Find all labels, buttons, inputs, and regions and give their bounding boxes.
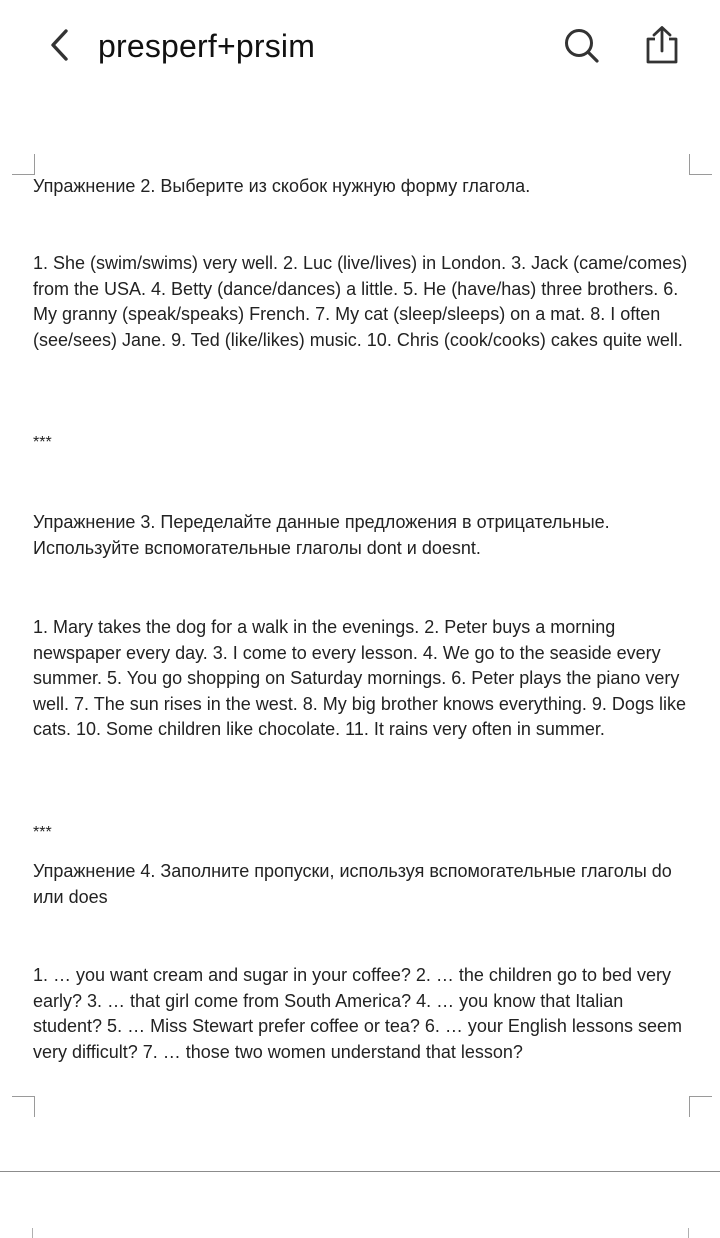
- exercise-2-heading: Упражнение 2. Выберите из скобок нужную форму глагола.: [33, 176, 531, 196]
- next-page-corner-left: [32, 1228, 33, 1238]
- document-title: presperf+prsim: [98, 28, 316, 64]
- section-separator: ***: [33, 824, 52, 841]
- search-button[interactable]: [558, 22, 606, 70]
- exercise-4-text: 1. … you want cream and sugar in your coffee? 2. … the children go to bed very early? 3. … that girl come from South America? 4. … you know that Italian student? 5. … Miss Stewart prefer coffee or tea? 6. … your English lessons seem very difficult? 7. … those two women understand that lesson?: [33, 965, 682, 1062]
- page-corner-top-right: [689, 154, 712, 175]
- search-icon: [562, 26, 602, 66]
- page-divider: [0, 1171, 720, 1172]
- section-separator: ***: [33, 434, 52, 451]
- top-app-bar: [0, 0, 720, 92]
- page-corner-bottom-left: [12, 1096, 35, 1117]
- exercise-3-heading: Упражнение 3. Переделайте данные предложения в отрицательные. Используйте вспомогательные глаголы dont и doesnt.: [33, 512, 610, 558]
- page-corner-bottom-right: [689, 1096, 712, 1117]
- next-page-corner-right: [688, 1228, 689, 1238]
- exercise-4-heading: Упражнение 4. Заполните пропуски, используя вспомогательные глаголы do или does: [33, 861, 672, 907]
- chevron-left-icon: [48, 27, 72, 63]
- share-button[interactable]: [638, 20, 686, 70]
- share-icon: [644, 25, 680, 65]
- back-button[interactable]: [38, 22, 82, 68]
- exercise-3-text: 1. Mary takes the dog for a walk in the evenings. 2. Peter buys a morning newspaper every day. 3. I come to every lesson. 4. We go to the seaside every summer. 5. You go shopping on Saturday mornings. 6. Peter plays the piano very well. 7. The sun rises in the west. 8. My big brother knows everything. 9. Dogs like cats. 10. Some children like chocolate. 11. It rains very often in summer.: [33, 617, 686, 739]
- exercise-2-text: 1. She (swim/swims) very well. 2. Luc (live/lives) in London. 3. Jack (came/comes) from the USA. 4. Betty (dance/dances) a little. 5. He (have/has) three brothers. 6. My granny (speak/speaks) French. 7. My cat (sleep/sleeps) on a mat. 8. I often (see/sees) Jane. 9. Ted (like/likes) music. 10. Chris (cook/cooks) cakes quite well.: [33, 253, 688, 350]
- page-corner-top-left: [12, 154, 35, 175]
